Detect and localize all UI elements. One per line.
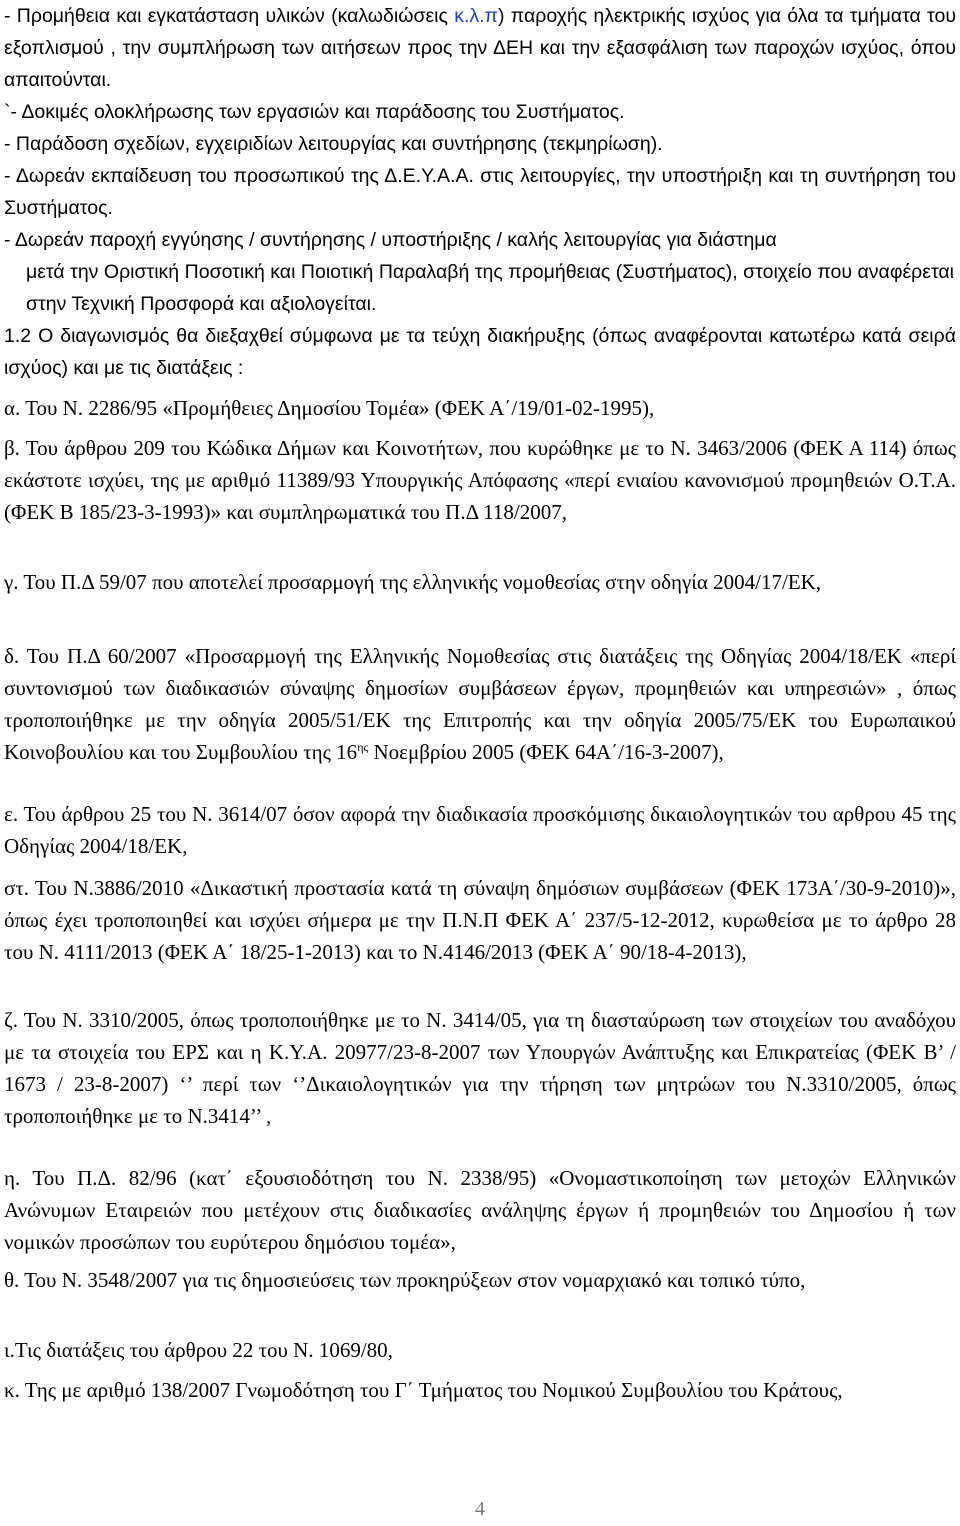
provision-d [4, 640, 956, 768]
bullet-completion-tests: `- Δοκιμές ολοκλήρωσης των εργασιών και παράδοσης του Συστήματος. [4, 101, 625, 123]
bullet-warranty-line1: - Δωρεάν παροχή εγγύησης / συντήρησης / υποστήριξης / καλής λειτουργίας για διάστημα [4, 229, 777, 251]
bullet-training: - Δωρεάν εκπαίδευση του προσωπικού της Δ.Ε.Υ.Α.Α. στις λειτουργίες, την υποστήριξη και τη συντήρηση του Συστήματος. [4, 165, 956, 219]
section-1-2: 1.2 Ο διαγωνισμός θα διεξαχθεί σύμφωνα με τα τεύχη διακήρυξης (όπως αναφέρονται κατωτέρω κατά σειρά ισχύος) και με τις διατάξεις : [4, 325, 956, 379]
provision-k: κ. Της με αριθμό 138/2007 Γνωμοδότηση του Γ΄ Τμήματος του Νομικού Συμβουλίου του Κράτους, [4, 1378, 843, 1402]
bullet-warranty-rest: μετά την Οριστική Ποσοτική και Ποιοτική Παραλαβή της προμήθειας (Συστήματος), στοιχείο που αναφέρεται στην Τεχνική Προσφορά και αξιολογείται. [26, 261, 954, 315]
provision-j: ι.Τις διατάξεις του άρθρου 22 του Ν. 1069/80, [4, 1338, 393, 1362]
provision-e: ε. Του άρθρου 25 του Ν. 3614/07 όσον αφορά την διαδικασία προσκόμισης δικαιολογητικών του αρθρου 45 της Οδηγίας 2004/18/ΕΚ, [4, 802, 956, 858]
bullet-documentation: - Παράδοση σχεδίων, εγχειριδίων λειτουργίας και συντήρησης (τεκμηρίωση). [4, 133, 663, 155]
inline-link[interactable]: κ.λ.π [454, 5, 498, 27]
provision-a: α. Του Ν. 2286/95 «Προμήθειες Δημοσίου Τομέα» (ΦΕΚ Α΄/19/01-02-1995), [4, 396, 655, 420]
bullet-text: - Προμήθεια και εγκατάσταση υλικών (καλωδιώσεις [4, 5, 455, 27]
provision-f: στ. Του Ν.3886/2010 «Δικαστική προστασία κατά τη σύναψη δημόσιων συμβάσεων (ΦΕΚ 173Α΄/30-9-2010)», όπως έχει τροποποιηθεί και ισχύει σήμερα με την Π.Ν.Π ΦΕΚ Α΄ 237/5-12-2012, κυρωθείσα με το άρθρο 28 του Ν. 4111/2013 (ΦΕΚ Α΄ 18/25-1-2013) και το Ν.4146/2013 (ΦΕΚ Α΄ 90/18-4-2013), [4, 876, 956, 964]
provision-text: δ. Του Π.Δ 60/2007 «Προσαρμογή της Ελληνικής Νομοθεσίας στις διατάξεις της Οδηγίας 2004/18/ΕΚ «περί συντονισμού των διαδικασιών σύναψης δημοσίων συμβάσεων έργων, προμηθειών και υπηρεσιών» , όπως τροποποιήθηκε με την οδηγία 2005/51/ΕΚ της Επιτροπής και την οδηγία 2005/75/ΕΚ του Ευρωπαικού Κοινοβουλίου και του Συμβουλίου της 16 [4, 644, 956, 764]
provision-g: ζ. Του Ν. 3310/2005, όπως τροποποιήθηκε με το Ν. 3414/05, για τη διασταύρωση των στοιχείων του αναδόχου με τα στοιχεία του ΕΡΣ και η Κ.Υ.Α. 20977/23-8-2007 των Υπουργών Ανάπτυξης και Επικρατείας (ΦΕΚ Β’ / 1673 / 23-8-2007) ‘’ περί των ‘’Δικαιολογητικών για την τήρηση των μητρώων του Ν.3310/2005, όπως τροποποιήθηκε με το Ν.3414’’ , [4, 1008, 956, 1128]
provision-i: θ. Του Ν. 3548/2007 για τις δημοσιεύσεις των προκηρύξεων στον νομαρχιακό και τοπικό τύπο, [4, 1268, 806, 1292]
superscript: ης [357, 740, 369, 754]
page-number: 4 [475, 1498, 485, 1520]
provision-h: η. Του Π.Δ. 82/96 (κατ΄ εξουσιοδότηση του Ν. 2338/95) «Ονομαστικοποίηση των μετοχών Ελληνικών Ανώνυμων Εταιρειών που μετέχουν στις διαδικασίες ανάληψης έργων ή προμηθειών του Δημοσίου ή των νομικών προσώπων του ευρύτερου δημόσιου τομέα», [4, 1166, 956, 1254]
provision-c: γ. Του Π.Δ 59/07 που αποτελεί προσαρμογή της ελληνικής νομοθεσίας στην οδηγία 2004/17/ΕΚ, [4, 570, 822, 594]
provision-b: β. Του άρθρου 209 του Κώδικα Δήμων και Κοινοτήτων, που κυρώθηκε με το Ν. 3463/2006 (ΦΕΚ Α 114) όπως εκάστοτε ισχύει, της με αριθμό 11389/93 Υπουργικής Απόφασης «περί ενιαίου κανονισμού προμηθειών Ο.Τ.Α. (ΦΕΚ Β 185/23-3-1993)» και συμπληρωματικά του Π.Δ 118/2007, [4, 436, 956, 524]
bullet-text: ) παροχής ηλεκτρικής ισχύος για όλα τα τμήματα του εξοπλισμού , την συμπλήρωση των αιτήσεων προς την ΔΕΗ και την εξασφάλιση των παροχών ισχύος, όπου απαιτούνται. [4, 5, 956, 91]
bullet-supply-install [4, 0, 956, 96]
provision-text: Νοεμβρίου 2005 (ΦΕΚ 64Α΄/16-3-2007), [368, 740, 724, 764]
